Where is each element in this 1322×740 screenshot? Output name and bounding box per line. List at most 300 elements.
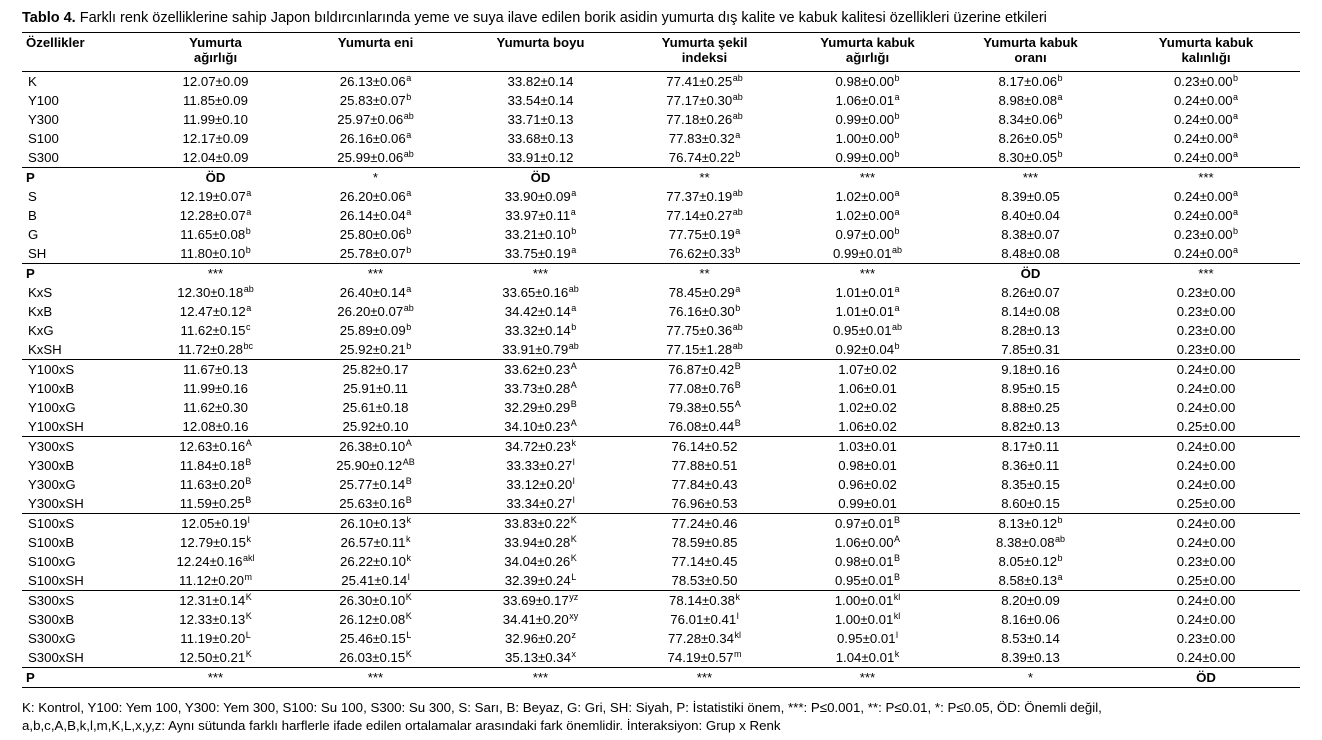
table-cell bbox=[623, 206, 786, 225]
p-value-row bbox=[22, 668, 1300, 688]
significance-letter: l bbox=[572, 476, 575, 486]
table-cell bbox=[623, 91, 786, 110]
cell-value: 33.62±0.23 bbox=[504, 362, 571, 377]
caption-label: Tablo 4. bbox=[22, 10, 76, 26]
significance-letter: b bbox=[1057, 130, 1063, 140]
cell-value: 33.97±0.11 bbox=[505, 208, 571, 223]
table-cell bbox=[949, 648, 1112, 668]
table-cell bbox=[138, 206, 293, 225]
table-cell bbox=[293, 591, 458, 611]
table-cell bbox=[623, 187, 786, 206]
significance-letter: A bbox=[734, 399, 741, 409]
table-cell bbox=[786, 110, 949, 129]
cell-value: 33.33±0.27 bbox=[506, 458, 573, 473]
cell-value: 35.13±0.34 bbox=[505, 650, 571, 665]
table-cell bbox=[458, 206, 623, 225]
cell-value: 76.87±0.42 bbox=[668, 362, 735, 377]
cell-value: 34.42±0.14 bbox=[504, 304, 571, 319]
significance-letter: a bbox=[894, 188, 900, 198]
significance-letter: b bbox=[571, 322, 577, 332]
significance-letter: ab bbox=[732, 188, 743, 198]
p-value: *** bbox=[786, 264, 949, 284]
table-cell bbox=[786, 244, 949, 264]
significance-letter: K bbox=[245, 611, 252, 621]
significance-letter: B bbox=[734, 380, 741, 390]
table-cell bbox=[623, 494, 786, 514]
cell-value: 33.83±0.22 bbox=[504, 516, 571, 531]
cell-value: 12.08±0.16 bbox=[182, 419, 249, 434]
significance-letter: b bbox=[735, 149, 741, 159]
table-cell bbox=[623, 110, 786, 129]
cell-value: 77.88±0.51 bbox=[671, 458, 738, 473]
table-cell bbox=[293, 379, 458, 398]
table-cell bbox=[1112, 571, 1300, 591]
significance-letter: B bbox=[734, 361, 741, 371]
significance-letter: a bbox=[894, 284, 900, 294]
cell-value: 8.40±0.04 bbox=[1001, 208, 1060, 223]
table-cell bbox=[138, 379, 293, 398]
table-cell bbox=[138, 648, 293, 668]
table-cell bbox=[458, 437, 623, 457]
table-cell bbox=[458, 340, 623, 360]
significance-letter: ab bbox=[732, 207, 743, 217]
significance-letter: a bbox=[406, 207, 412, 217]
significance-letter: l bbox=[736, 611, 739, 621]
cell-value: 8.28±0.13 bbox=[1001, 323, 1060, 338]
cell-value: 0.24±0.00 bbox=[1173, 93, 1233, 108]
significance-letter: a bbox=[1233, 188, 1239, 198]
cell-value: 8.58±0.13 bbox=[998, 573, 1058, 588]
significance-letter: ab bbox=[732, 73, 743, 83]
significance-letter: K bbox=[405, 649, 412, 659]
significance-letter: K bbox=[405, 592, 412, 602]
cell-value: 78.14±0.38 bbox=[669, 593, 735, 608]
cell-value: 79.38±0.55 bbox=[668, 400, 735, 415]
row-label: S100 bbox=[28, 131, 59, 146]
cell-value: 0.24±0.00 bbox=[1173, 150, 1233, 165]
table-cell bbox=[623, 225, 786, 244]
table-cell bbox=[458, 514, 623, 534]
table-cell bbox=[293, 244, 458, 264]
cell-value: 0.98±0.00 bbox=[835, 74, 895, 89]
significance-letter: k bbox=[246, 534, 251, 544]
table-cell bbox=[138, 148, 293, 168]
table-cell bbox=[623, 129, 786, 148]
caption-text: Farklı renk özelliklerine sahip Japon bıldırcınlarında yeme ve suya ilave edilen borik asidin yumurta dış kalite ve kabuk kalitesi özellikleri üzerine etkileri bbox=[79, 10, 1047, 26]
table-cell bbox=[949, 629, 1112, 648]
p-value: *** bbox=[458, 264, 623, 284]
cell-value: 34.10±0.23 bbox=[504, 419, 571, 434]
cell-value: 8.39±0.05 bbox=[1001, 189, 1060, 204]
p-value: *** bbox=[786, 668, 949, 688]
cell-value: 9.18±0.16 bbox=[1001, 362, 1060, 377]
table-cell bbox=[623, 283, 786, 302]
row-label: Y300 bbox=[28, 112, 59, 127]
cell-value: 7.85±0.31 bbox=[1001, 342, 1060, 357]
row-label: Y100xS bbox=[22, 360, 138, 380]
table-cell bbox=[293, 456, 458, 475]
table-row bbox=[22, 321, 1300, 340]
row-label: Y100xSH bbox=[28, 419, 84, 434]
cell-value: 0.25±0.00 bbox=[1176, 496, 1236, 511]
cell-value: 0.98±0.01 bbox=[838, 458, 897, 473]
cell-value: 25.97±0.06 bbox=[337, 112, 404, 127]
cell-value: 8.14±0.08 bbox=[1001, 304, 1060, 319]
row-label: S100xG bbox=[28, 554, 76, 569]
table-cell bbox=[786, 225, 949, 244]
table-cell bbox=[623, 533, 786, 552]
cell-value: 1.00±0.00 bbox=[835, 131, 895, 146]
table-cell bbox=[293, 648, 458, 668]
table-cell bbox=[458, 244, 623, 264]
significance-letter: B bbox=[405, 495, 412, 505]
p-value: ÖD bbox=[138, 168, 293, 188]
table-row bbox=[22, 244, 1300, 264]
table-cell bbox=[138, 302, 293, 321]
significance-letter: A bbox=[405, 438, 412, 448]
cell-value: 26.14±0.04 bbox=[339, 208, 406, 223]
p-value: * bbox=[293, 168, 458, 188]
cell-value: 0.24±0.00 bbox=[1173, 208, 1233, 223]
table-cell bbox=[293, 148, 458, 168]
cell-value: 12.04±0.09 bbox=[182, 150, 249, 165]
p-value: *** bbox=[293, 668, 458, 688]
table-cell bbox=[458, 148, 623, 168]
table-cell bbox=[293, 552, 458, 571]
p-value: *** bbox=[293, 264, 458, 284]
table-cell bbox=[786, 321, 949, 340]
significance-letter: b bbox=[245, 226, 251, 236]
table-cell bbox=[293, 321, 458, 340]
table-footnote bbox=[22, 699, 1312, 735]
cell-value: 77.14±0.27 bbox=[666, 208, 733, 223]
cell-value: 0.24±0.00 bbox=[1176, 439, 1236, 454]
significance-letter: B bbox=[734, 418, 741, 428]
significance-letter: a bbox=[246, 303, 252, 313]
cell-value: 0.24±0.00 bbox=[1176, 650, 1236, 665]
cell-value: 0.95±0.01 bbox=[836, 631, 896, 646]
table-cell bbox=[458, 552, 623, 571]
significance-letter: a bbox=[1233, 207, 1239, 217]
table-cell bbox=[623, 340, 786, 360]
table-cell bbox=[138, 360, 293, 380]
cell-value: 0.24±0.00 bbox=[1173, 246, 1233, 261]
footnote-line-2: a,b,c,A,B,k,l,m,K,L,x,y,z: Aynı sütunda farklı harflerle ifade edilen ortalamalar arasındaki fark önemlidir. İnteraksiyon: Grup x Renk bbox=[22, 718, 781, 733]
table-cell bbox=[138, 610, 293, 629]
table-row bbox=[22, 206, 1300, 225]
significance-letter: l bbox=[896, 630, 899, 640]
cell-value: 1.01±0.01 bbox=[835, 304, 895, 319]
table-cell bbox=[786, 360, 949, 380]
cell-value: 1.03±0.01 bbox=[838, 439, 897, 454]
p-value: *** bbox=[1112, 264, 1300, 284]
row-label: Y100xB bbox=[28, 381, 75, 396]
significance-letter: ab bbox=[892, 245, 903, 255]
significance-letter: B bbox=[894, 553, 901, 563]
table-cell bbox=[623, 398, 786, 417]
table-cell bbox=[786, 514, 949, 534]
table-cell bbox=[1112, 610, 1300, 629]
table-cell bbox=[949, 110, 1112, 129]
cell-value: 25.83±0.07 bbox=[339, 93, 406, 108]
cell-value: 8.34±0.06 bbox=[998, 112, 1058, 127]
significance-letter: L bbox=[406, 630, 412, 640]
cell-value: 8.38±0.07 bbox=[1001, 227, 1060, 242]
row-label: S bbox=[28, 189, 37, 204]
table-cell bbox=[949, 417, 1112, 437]
cell-value: 25.78±0.07 bbox=[339, 246, 406, 261]
significance-letter: a bbox=[894, 303, 900, 313]
table-cell bbox=[949, 571, 1112, 591]
table-cell bbox=[949, 475, 1112, 494]
cell-value: 0.23±0.00 bbox=[1176, 285, 1236, 300]
cell-value: 1.06±0.01 bbox=[838, 381, 897, 396]
cell-value: 26.12±0.08 bbox=[339, 612, 406, 627]
cell-value: 77.75±0.19 bbox=[668, 227, 735, 242]
table-cell bbox=[138, 91, 293, 110]
significance-letter: K bbox=[570, 515, 577, 525]
cell-value: 26.57±0.11 bbox=[340, 535, 406, 550]
significance-letter: b bbox=[1057, 73, 1063, 83]
significance-letter: B bbox=[245, 476, 252, 486]
table-cell bbox=[949, 148, 1112, 168]
table-cell bbox=[293, 72, 458, 92]
cell-value: 77.14±0.45 bbox=[671, 554, 738, 569]
table-cell bbox=[1112, 379, 1300, 398]
table-cell bbox=[138, 552, 293, 571]
table-cell bbox=[293, 283, 458, 302]
table-row bbox=[22, 571, 1300, 591]
cell-value: 1.00±0.01 bbox=[834, 612, 894, 627]
cell-value: 25.61±0.18 bbox=[342, 400, 409, 415]
table-cell bbox=[138, 591, 293, 611]
significance-letter: a bbox=[1233, 245, 1239, 255]
row-label: S300xB bbox=[28, 612, 75, 627]
table-cell bbox=[458, 417, 623, 437]
significance-letter: ab bbox=[403, 149, 414, 159]
cell-value: 0.99±0.01 bbox=[838, 496, 897, 511]
cell-value: 77.37±0.19 bbox=[666, 189, 733, 204]
significance-letter: xy bbox=[569, 611, 579, 621]
cell-value: 8.48±0.08 bbox=[1001, 246, 1060, 261]
significance-letter: a bbox=[1233, 92, 1239, 102]
row-label: Y300xSH bbox=[28, 496, 84, 511]
table-cell bbox=[786, 72, 949, 92]
cell-value: 8.98±0.08 bbox=[998, 93, 1058, 108]
cell-value: 77.18±0.26 bbox=[666, 112, 733, 127]
table-cell bbox=[458, 571, 623, 591]
cell-value: 8.60±0.15 bbox=[1001, 496, 1060, 511]
significance-letter: a bbox=[735, 226, 741, 236]
significance-letter: k bbox=[735, 592, 740, 602]
table-cell bbox=[623, 591, 786, 611]
cell-value: 12.31±0.14 bbox=[179, 593, 246, 608]
cell-value: 0.23±0.00 bbox=[1173, 74, 1233, 89]
cell-value: 76.16±0.30 bbox=[668, 304, 735, 319]
cell-value: 11.12±0.20 bbox=[179, 573, 244, 588]
significance-letter: A bbox=[570, 418, 577, 428]
cell-value: 12.05±0.19 bbox=[181, 516, 248, 531]
row-label: B bbox=[28, 208, 37, 223]
table-cell bbox=[623, 148, 786, 168]
cell-value: 33.54±0.14 bbox=[507, 93, 574, 108]
significance-letter: ab bbox=[732, 92, 743, 102]
cell-value: 0.24±0.00 bbox=[1176, 381, 1236, 396]
row-label: S100xB bbox=[28, 535, 75, 550]
cell-value: 76.62±0.33 bbox=[668, 246, 735, 261]
significance-letter: k bbox=[406, 515, 411, 525]
cell-value: 33.91±0.79 bbox=[502, 342, 569, 357]
p-value-row bbox=[22, 168, 1300, 188]
cell-value: 26.03±0.15 bbox=[339, 650, 406, 665]
table-cell bbox=[293, 110, 458, 129]
table-cell bbox=[138, 340, 293, 360]
table-cell bbox=[458, 610, 623, 629]
table-cell bbox=[623, 552, 786, 571]
cell-value: 25.41±0.14 bbox=[341, 573, 408, 588]
table-cell bbox=[293, 91, 458, 110]
table-cell bbox=[1112, 591, 1300, 611]
table-cell bbox=[1112, 110, 1300, 129]
footnote-line-1: K: Kontrol, Y100: Yem 100, Y300: Yem 300, S100: Su 100, S300: Su 300, S: Sarı, B: Beyaz, G: Gri, SH: Siyah, P: İstatistiki önem, ***: P≤0.001, **: P≤0.01, *: P≤0.05, ÖD: Önemli değil, bbox=[22, 700, 1102, 715]
cell-value: 33.65±0.16 bbox=[502, 285, 569, 300]
significance-letter: a bbox=[735, 284, 741, 294]
table-cell bbox=[949, 91, 1112, 110]
significance-letter: ab bbox=[403, 303, 414, 313]
table-cell bbox=[623, 629, 786, 648]
cell-value: 1.01±0.01 bbox=[835, 285, 895, 300]
table-cell bbox=[786, 571, 949, 591]
p-label: P bbox=[22, 668, 138, 688]
cell-value: 77.15±1.28 bbox=[666, 342, 733, 357]
table-cell bbox=[949, 129, 1112, 148]
cell-value: 26.20±0.06 bbox=[339, 189, 406, 204]
column-header: Yumurta boyu bbox=[458, 33, 623, 72]
p-value: *** bbox=[1112, 168, 1300, 188]
significance-letter: a bbox=[1057, 572, 1063, 582]
table-cell bbox=[1112, 321, 1300, 340]
table-row bbox=[22, 456, 1300, 475]
significance-letter: A bbox=[245, 438, 252, 448]
significance-letter: a bbox=[406, 73, 412, 83]
row-label: Y100 bbox=[28, 93, 59, 108]
cell-value: 77.41±0.25 bbox=[666, 74, 733, 89]
table-cell bbox=[623, 379, 786, 398]
cell-value: 76.74±0.22 bbox=[668, 150, 735, 165]
significance-letter: m bbox=[733, 649, 742, 659]
cell-value: 34.72±0.23 bbox=[505, 439, 571, 454]
significance-letter: ab bbox=[732, 111, 743, 121]
cell-value: 8.38±0.08 bbox=[995, 535, 1055, 550]
cell-value: 25.99±0.06 bbox=[337, 150, 404, 165]
cell-value: 0.23±0.00 bbox=[1176, 323, 1236, 338]
significance-letter: z bbox=[571, 630, 576, 640]
table-cell bbox=[786, 302, 949, 321]
table-row bbox=[22, 225, 1300, 244]
row-label: Y300xG bbox=[28, 477, 76, 492]
table-row bbox=[22, 379, 1300, 398]
table-cell bbox=[458, 456, 623, 475]
table-row bbox=[22, 514, 1300, 534]
table-cell bbox=[458, 91, 623, 110]
cell-value: 78.59±0.85 bbox=[671, 535, 738, 550]
cell-value: 8.88±0.25 bbox=[1001, 400, 1060, 415]
table-cell bbox=[458, 283, 623, 302]
p-value: ÖD bbox=[949, 264, 1112, 284]
significance-letter: b bbox=[1057, 515, 1063, 525]
table-cell bbox=[138, 110, 293, 129]
table-row bbox=[22, 129, 1300, 148]
table-cell bbox=[786, 648, 949, 668]
table-cell bbox=[293, 302, 458, 321]
cell-value: 34.04±0.26 bbox=[504, 554, 571, 569]
row-label: G bbox=[28, 227, 39, 242]
table-cell bbox=[949, 360, 1112, 380]
table-cell bbox=[949, 591, 1112, 611]
cell-value: 33.68±0.13 bbox=[507, 131, 574, 146]
significance-letter: b bbox=[1233, 73, 1239, 83]
significance-letter: a bbox=[246, 207, 252, 217]
table-cell bbox=[786, 340, 949, 360]
cell-value: 0.99±0.00 bbox=[835, 150, 895, 165]
table-cell bbox=[949, 437, 1112, 457]
table-cell bbox=[786, 148, 949, 168]
significance-letter: kl bbox=[734, 630, 741, 640]
table-cell bbox=[458, 129, 623, 148]
cell-value: 78.53±0.50 bbox=[671, 573, 738, 588]
cell-value: 25.92±0.10 bbox=[342, 419, 409, 434]
table-cell bbox=[138, 437, 293, 457]
significance-letter: ab bbox=[568, 341, 579, 351]
table-cell bbox=[623, 360, 786, 380]
cell-value: 1.02±0.00 bbox=[835, 189, 895, 204]
table-cell bbox=[138, 321, 293, 340]
cell-value: 0.24±0.00 bbox=[1176, 477, 1236, 492]
significance-letter: b bbox=[1057, 111, 1063, 121]
table-row bbox=[22, 437, 1300, 457]
p-label: P bbox=[22, 168, 138, 188]
results-table bbox=[22, 32, 1300, 688]
table-cell bbox=[138, 225, 293, 244]
table-cell bbox=[786, 379, 949, 398]
table-cell bbox=[1112, 225, 1300, 244]
table-cell bbox=[949, 206, 1112, 225]
cell-value: 33.21±0.10 bbox=[504, 227, 571, 242]
cell-value: 25.77±0.14 bbox=[339, 477, 406, 492]
cell-value: 1.06±0.02 bbox=[838, 419, 897, 434]
cell-value: 12.79±0.15 bbox=[180, 535, 246, 550]
cell-value: 11.99±0.10 bbox=[183, 112, 248, 127]
table-cell bbox=[1112, 340, 1300, 360]
significance-letter: l bbox=[572, 495, 575, 505]
significance-letter: l bbox=[407, 572, 410, 582]
significance-letter: A bbox=[570, 361, 577, 371]
column-header: Yumurta kabuk ağırlığı bbox=[786, 33, 949, 72]
table-row bbox=[22, 648, 1300, 668]
table-cell bbox=[293, 206, 458, 225]
table-row bbox=[22, 494, 1300, 514]
p-value: ÖD bbox=[458, 168, 623, 188]
p-value: ** bbox=[623, 168, 786, 188]
row-label: S100xSH bbox=[28, 573, 84, 588]
cell-value: 8.26±0.07 bbox=[1001, 285, 1060, 300]
cell-value: 11.19±0.20 bbox=[180, 631, 246, 646]
cell-value: 1.06±0.00 bbox=[834, 535, 894, 550]
significance-letter: b bbox=[735, 245, 741, 255]
table-cell bbox=[623, 72, 786, 92]
table-cell bbox=[623, 437, 786, 457]
table-cell bbox=[293, 494, 458, 514]
